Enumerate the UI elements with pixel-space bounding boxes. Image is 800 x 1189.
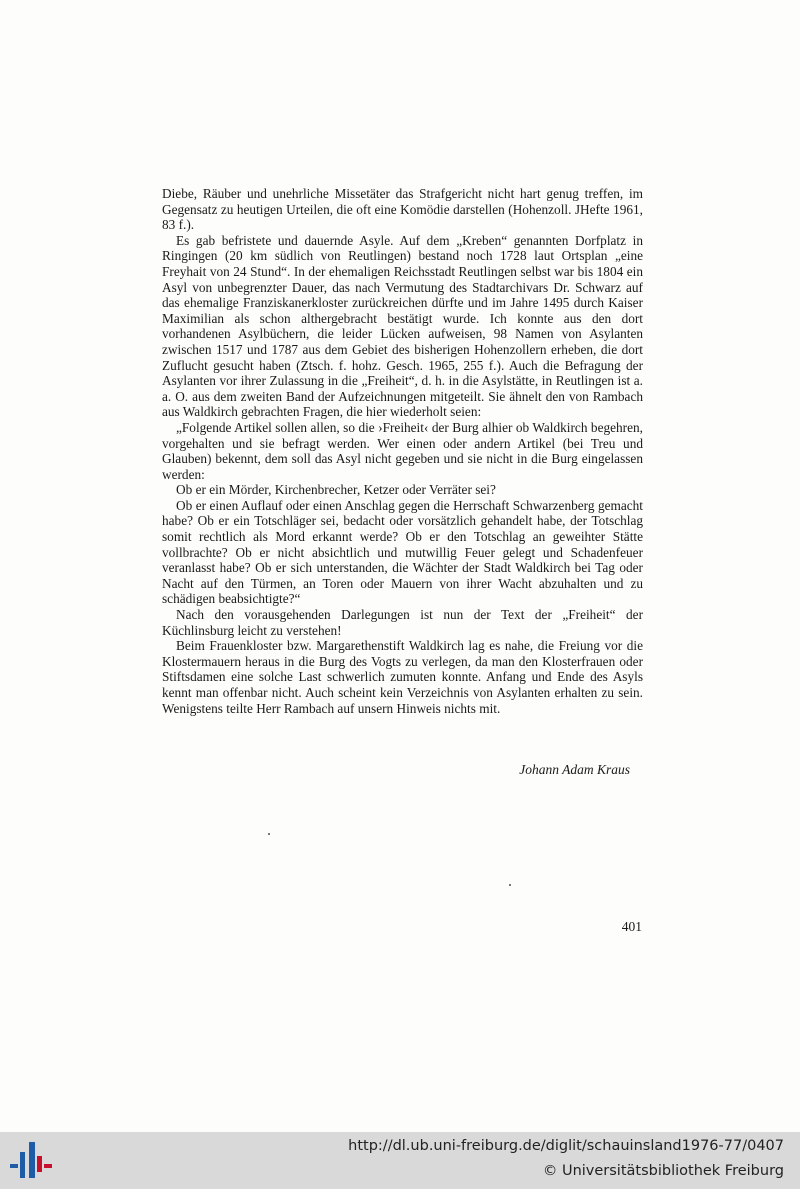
- footer-bar: [0, 1132, 800, 1189]
- body-paragraph: Beim Frauenkloster bzw. Margarethenstift Waldkirch lag es nahe, die Freiung vor die Klostermauern heraus in die Burg des Vogts zu verlegen, da man den Klosterfrauen oder Stiftsdamen eine solche Last schwerlich zumuten konnte. Anfang und Ende des Asyls kennt man offenbar nicht. Auch scheint kein Verzeichnis von Asylanten erhalten zu sein. Wenigstens teilte Herr Rambach auf unsern Hinweis nichts mit.: [162, 638, 643, 716]
- body-paragraph: Diebe, Räuber und unehrliche Missetäter das Strafgericht nicht hart genug treffen, im Gegensatz zu heutigen Urteilen, die oft eine Komödie darstellen (Hohenzoll. JHefte 1961, 83 f.).: [162, 186, 643, 233]
- ub-freiburg-logo-icon: [10, 1142, 52, 1182]
- body-paragraph: „Folgende Artikel sollen allen, so die ›Freiheit‹ der Burg alhier ob Waldkirch begehren, vorgehalten und sie befragt werden. Wer einen oder andern Artikel (bei Treu und Glauben) bekennt, dem soll das Asyl nicht gegeben und sie nicht in die Burg eingelassen werden:: [162, 419, 643, 482]
- body-paragraph: Nach den vorausgehenden Darlegungen ist nun der Text der „Freiheit“ der Küchlinsburg leicht zu verstehen!: [162, 607, 643, 638]
- scan-speck: [268, 833, 270, 835]
- page-number: 401: [621, 919, 642, 934]
- scan-speck: [509, 884, 511, 886]
- author-signature: Johann Adam Kraus: [519, 762, 630, 777]
- document-url-link[interactable]: http://dl.ub.uni-freiburg.de/diglit/schauinsland1976-77/0407: [348, 1138, 784, 1154]
- body-paragraph: Ob er ein Mörder, Kirchenbrecher, Ketzer oder Verräter sei?: [176, 482, 496, 498]
- body-text: [162, 186, 643, 716]
- body-paragraph: Ob er einen Auflauf oder einen Anschlag gegen die Herrschaft Schwarzenberg gemacht habe? Ob er ein Totschläger sei, bedacht oder vorsätzlich gehandelt habe, der Totschlag somit rechtlich als Mord erkannt werde? Ob er den Totschlag an geweihter Stätte vollbrachte? Ob er nicht absichtlich und mutwillig Feuer gelegt und Schadenfeuer veranlasst habe? Ob er sich unterstanden, die Wächter der Stadt Waldkirch bei Tag oder Nacht auf den Türmen, an Toren oder Mauern von ihrer Wacht abzuhalten und zu schädigen beabsichtigte?“: [162, 497, 643, 607]
- copyright-notice: © Universitätsbibliothek Freiburg: [542, 1163, 784, 1179]
- body-paragraph: Es gab befristete und dauernde Asyle. Auf dem „Kreben“ genannten Dorfplatz in Ringingen (20 km südlich von Reutlingen) bestand noch 1728 laut Ortsplan „eine Freyhait von 24 Stund“. In der ehemaligen Reichsstadt Reutlingen selbst war bis 1804 ein Asyl von unbegrenzter Dauer, das nach Vermutung des Stadtarchivars Dr. Schwarz auf das ehemalige Franziskanerkloster zurückreichen dürfte und im Jahre 1495 durch Kaiser Maximilian als schon althergebracht bestätigt wurde. Ich konnte aus den dort vorhandenen Asylbüchern, die leider Lücken aufweisen, 98 Namen von Asylanten zwischen 1517 und 1787 aus dem Gebiet des bisherigen Hohenzollern erheben, die dort Zuflucht gesucht haben (Ztsch. f. hohz. Gesch. 1965, 255 f.). Auch die Befragung der Asylanten vor ihrer Zulassung in die „Freiheit“, d. h. in die Asylstätte, in Reutlingen ist a. a. O. aus dem zweiten Band der Aufzeichnungen mitgeteilt. Sie ähnelt den von Rambach aus Waldkirch gebrachten Fragen, die hier wiederholt seien:: [162, 232, 643, 420]
